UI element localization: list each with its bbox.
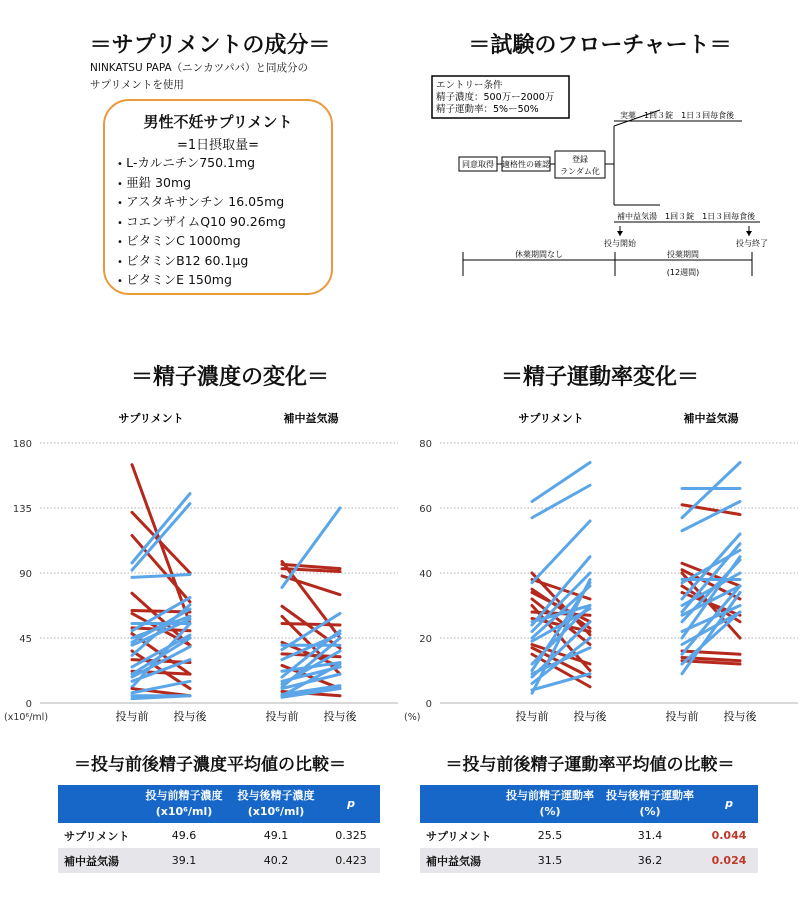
table-header: 投与前精子運動率 (%) (500, 785, 600, 823)
conc-comparison-table (58, 785, 380, 873)
entry-line: 精子濃度：500万ー2000万 (436, 92, 555, 103)
table-header: 投与後精子運動率 (%) (600, 785, 700, 823)
ingredient-item: • アスタキサンチン 16.05mg (117, 192, 286, 212)
x-tick-label: 投与前 (265, 710, 299, 723)
table-header: p (322, 785, 380, 823)
table-row (58, 823, 380, 848)
end-label: 投与終了 (736, 239, 768, 248)
table-header-row (58, 785, 380, 823)
x-tick-label: 投与後 (573, 710, 607, 723)
supplement-box-subtitle: =1日摂取量= (176, 138, 260, 153)
cell-p: 0.325 (335, 829, 367, 842)
flowchart (0, 0, 800, 300)
cell-p: 0.044 (711, 829, 747, 842)
supplement-section-title: ＝サプリメントの成分＝ (89, 33, 331, 58)
arm1-label: 実薬 1回３錠 1日３回毎食後 (620, 111, 735, 120)
row-label: サプリメント (64, 829, 130, 843)
x-tick-label: 投与前 (515, 710, 549, 723)
cell-before: 49.6 (171, 829, 197, 842)
increase-line (532, 485, 590, 518)
cell-after: 49.1 (263, 829, 289, 842)
register-label: 登録 (572, 155, 588, 164)
table-header: 投与前精子濃度 (x10⁶/ml) (138, 785, 230, 823)
increase-line (532, 463, 590, 502)
ingredient-item: • 亜鉛 30mg (117, 173, 286, 193)
increase-line (132, 494, 190, 563)
decrease-line (282, 624, 340, 625)
y-tick-label: 90 (19, 569, 32, 580)
table-header-row (420, 785, 758, 823)
ingredient-item: • L-カルニチン750.1mg (117, 153, 286, 173)
x-tick-label: 投与後 (323, 710, 357, 723)
arm2-label: 補中益気湯 1回３錠 1日３回毎食後 (617, 212, 756, 221)
cell-after: 40.2 (230, 848, 322, 873)
ingredient-item: • コエンザイムQ10 90.26mg (117, 212, 286, 232)
cell-before: 31.5 (500, 848, 600, 873)
flow-section-title: ＝試験のフローチャート＝ (468, 33, 732, 58)
table-row (420, 823, 758, 848)
ingredient-item: • ビタミンC 1000mg (117, 231, 286, 251)
cell-after: 31.4 (637, 829, 663, 842)
washout-label: 休薬期間なし (515, 250, 563, 259)
mot-section-title: ＝精子運動率変化＝ (500, 365, 699, 390)
decrease-line (282, 576, 340, 595)
x-tick-label: 投与後 (723, 710, 757, 723)
y-tick-label: 180 (12, 439, 32, 450)
cell-p: 0.024 (700, 848, 758, 873)
y-tick-label: 40 (419, 569, 432, 580)
y-axis-unit: (x10⁶/ml) (4, 712, 49, 723)
table-header: 投与後精子濃度 (x10⁶/ml) (230, 785, 322, 823)
row-label: 補中益気湯 (420, 848, 500, 873)
eligibility-label: 適格性の確認 (502, 160, 550, 169)
group-label: サプリメント (518, 412, 584, 425)
cell-after: 36.2 (600, 848, 700, 873)
cell-before: 25.5 (537, 829, 563, 842)
y-tick-label: 20 (419, 634, 432, 645)
weeks-label: (12週間) (666, 268, 700, 277)
concentration-chart (0, 395, 400, 735)
table-row (420, 848, 758, 873)
x-tick-label: 投与前 (665, 710, 699, 723)
table-header: p (700, 785, 758, 823)
period-label: 投薬期間 (667, 250, 699, 259)
motility-chart (400, 395, 800, 735)
group-label: 補中益気湯 (683, 412, 739, 425)
ingredient-item: • ビタミンE 150mg (117, 270, 286, 290)
table-header (420, 785, 500, 823)
consent-label: 同意取得 (462, 160, 494, 169)
randomize-label: ランダム化 (560, 167, 600, 176)
cell-before: 39.1 (138, 848, 230, 873)
supplement-box-title: 男性不妊サプリメント (143, 113, 293, 131)
supplement-note-line1: NINKATSU PAPA（ニンカツパパ）と同成分の (90, 62, 308, 74)
mot-table-title: ＝投与前後精子運動率平均値の比較＝ (445, 755, 735, 775)
entry-line: 精子運動率：5%ー50% (436, 104, 539, 115)
start-label: 投与開始 (604, 239, 636, 248)
table-row (58, 848, 380, 873)
x-tick-label: 投与後 (173, 710, 207, 723)
group-label: サプリメント (118, 412, 184, 425)
conc-section-title: ＝精子濃度の変化＝ (130, 365, 329, 390)
y-tick-label: 60 (419, 504, 432, 515)
increase-line (132, 574, 190, 577)
y-tick-label: 135 (12, 504, 32, 515)
y-tick-label: 0 (25, 699, 32, 710)
supplement-note-line2: サプリメントを使用 (90, 79, 184, 91)
y-tick-label: 80 (419, 439, 432, 450)
table-header (58, 785, 138, 823)
row-label: 補中益気湯 (58, 848, 138, 873)
row-label: サプリメント (426, 829, 492, 843)
y-tick-label: 45 (19, 634, 32, 645)
ingredient-item: • ビタミンB12 60.1μg (117, 251, 286, 271)
entry-line: エントリー条件 (436, 80, 503, 91)
x-tick-label: 投与前 (115, 710, 149, 723)
conc-table-title: ＝投与前後精子濃度平均値の比較＝ (74, 755, 346, 775)
y-tick-label: 0 (425, 699, 432, 710)
cell-p: 0.423 (322, 848, 380, 873)
decrease-line (132, 512, 190, 573)
increase-line (132, 504, 190, 570)
decrease-line (682, 651, 740, 654)
y-axis-unit: (%) (404, 712, 421, 723)
increase-line (282, 508, 340, 587)
group-label: 補中益気湯 (283, 412, 339, 425)
mot-comparison-table (420, 785, 758, 873)
